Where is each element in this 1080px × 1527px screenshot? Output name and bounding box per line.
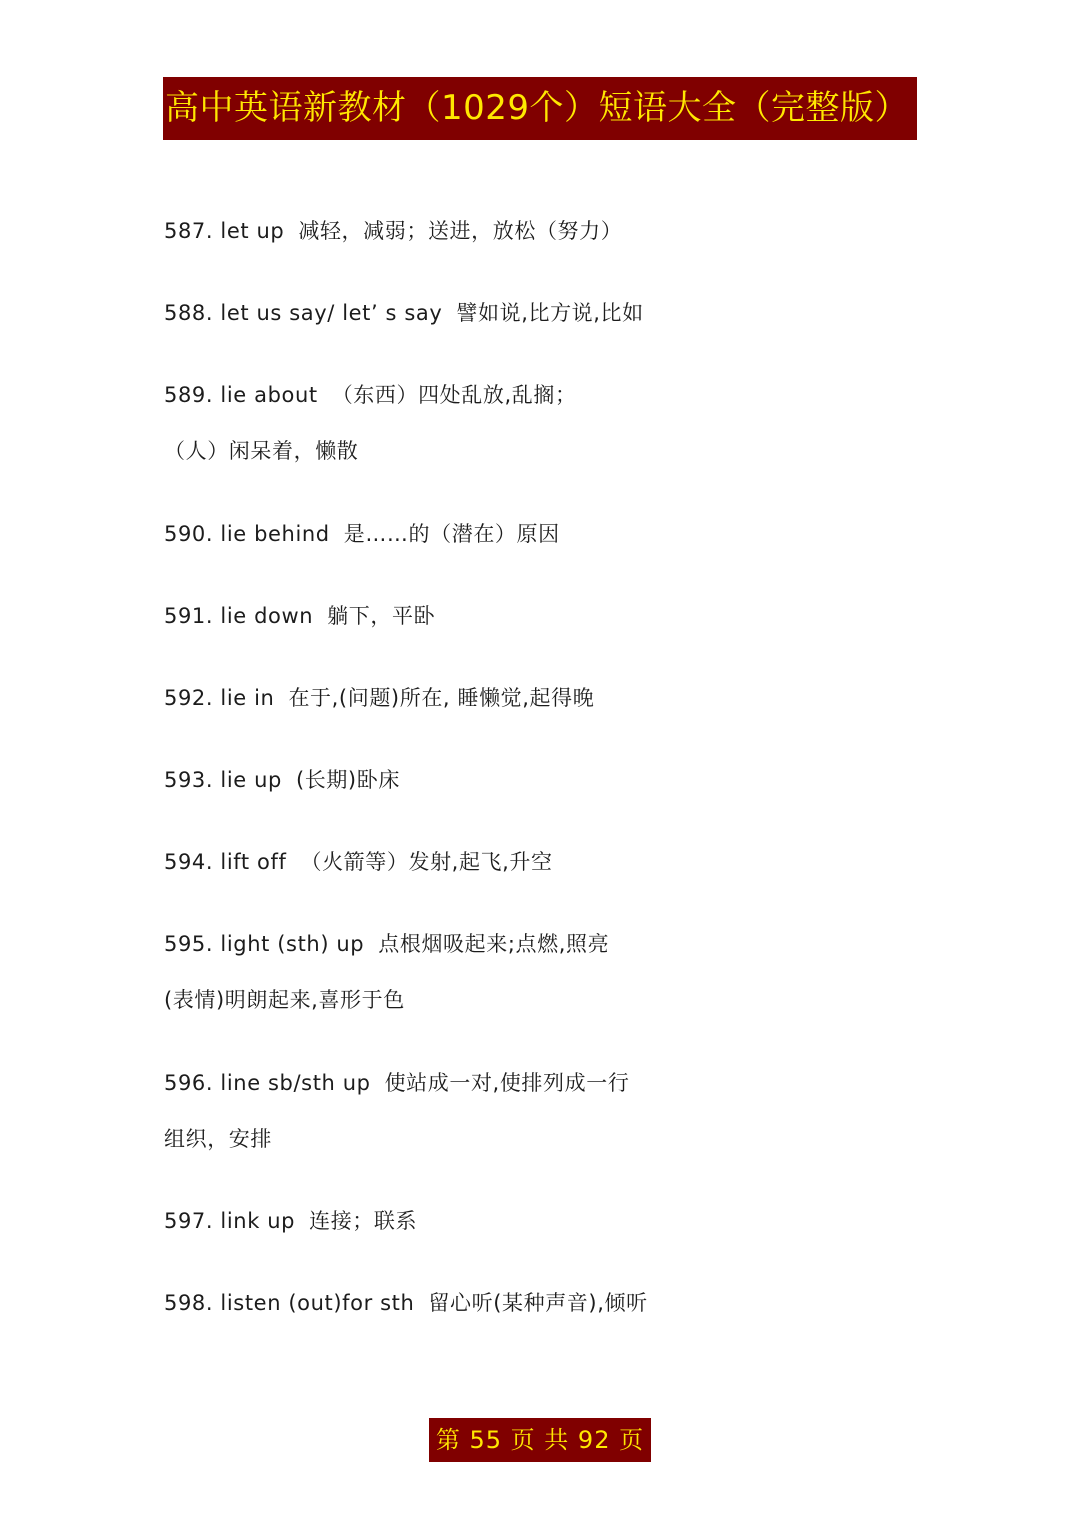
entry-592	[164, 684, 594, 712]
entry-596	[164, 1069, 629, 1097]
entry-595	[164, 930, 609, 958]
entry-596-continuation: 组织，安排	[164, 1127, 272, 1151]
entry-phrase: 594. lift off	[164, 850, 287, 874]
entry-meaning: （火箭等）发射,起飞,升空	[300, 850, 553, 874]
entry-phrase: 596. line sb/sth up	[164, 1071, 371, 1095]
entry-phrase: 598. listen (out)for sth	[164, 1291, 415, 1315]
entry-595-continuation: (表情)明朗起来,喜形于色	[164, 988, 405, 1012]
entry-meaning: （东西）四处乱放,乱搁；	[331, 383, 577, 407]
entry-meaning: 减轻，减弱；送进，放松（努力）	[298, 219, 623, 243]
entry-594	[164, 848, 553, 876]
entry-meaning: (长期)卧床	[295, 768, 400, 792]
entry-phrase: 592. lie in	[164, 686, 275, 710]
entry-phrase: 589. lie about	[164, 383, 318, 407]
entry-589-continuation: （人）闲呆着，懒散	[164, 439, 359, 463]
entry-588	[164, 299, 644, 327]
document-title: 高中英语新教材（1029个）短语大全（完整版）	[163, 77, 917, 140]
entry-meaning: 点根烟吸起来;点燃,照亮	[378, 932, 610, 956]
entry-590	[164, 520, 560, 548]
entry-meaning: 是……的（潜在）原因	[343, 522, 560, 546]
entry-meaning: 连接；联系	[309, 1209, 418, 1233]
entry-598	[164, 1289, 648, 1317]
entry-phrase: 587. let up	[164, 219, 285, 243]
entry-597	[164, 1207, 417, 1235]
entry-meaning: 在于,(问题)所在, 睡懒觉,起得晚	[288, 686, 595, 710]
entry-591	[164, 602, 435, 630]
entry-phrase: 597. link up	[164, 1209, 296, 1233]
page-number: 第 55 页 共 92 页	[429, 1418, 651, 1462]
entry-phrase: 595. light (sth) up	[164, 932, 365, 956]
entry-587	[164, 217, 622, 245]
entry-meaning: 躺下，平卧	[327, 604, 436, 628]
entry-589	[164, 381, 577, 409]
entry-phrase: 590. lie behind	[164, 522, 330, 546]
entry-phrase: 593. lie up	[164, 768, 282, 792]
entry-meaning: 留心听(某种声音),倾听	[428, 1291, 648, 1315]
entry-593	[164, 766, 400, 794]
entry-phrase: 591. lie down	[164, 604, 314, 628]
entry-meaning: 使站成一对,使排列成一行	[384, 1071, 630, 1095]
entry-phrase: 588. let us say/ let’ s say	[164, 301, 443, 325]
entry-meaning: 譬如说,比方说,比如	[456, 301, 644, 325]
